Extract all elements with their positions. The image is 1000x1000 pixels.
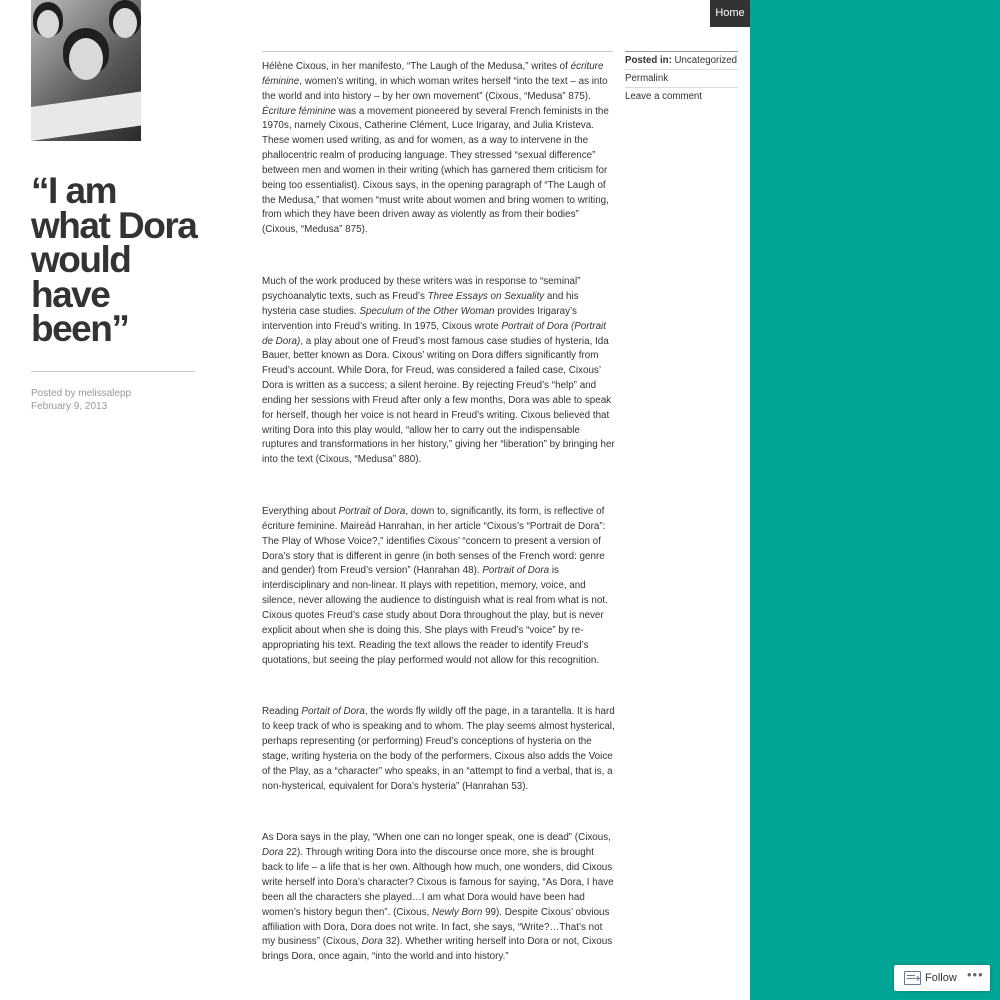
italic-text: Dora (361, 936, 383, 948)
comment-row (625, 87, 738, 105)
permalink-link[interactable]: Permalink (625, 73, 669, 84)
paragraph-4: Reading Portait of Dora, the words fly wildly off the page, in a tarantella. It is hard to keep track of who is speaking and to whom. The play seems almost hysterical, perhaps representing (or performing) Freud’s conceptions of hysteria on the stage, writing hysteria on the body of the performers. Cixous also adds the Voice of the Play, as a “character” who speaks, in an “attempt to find a verbal, that is, a non-hysterical, equivalent for Dora’s hysteria” (Hanrahan 53). (262, 706, 615, 792)
photo-face-right (113, 8, 137, 38)
content-divider (262, 51, 613, 52)
posted-in-label: Posted in: (625, 55, 672, 66)
italic-text: Écriture féminine (262, 105, 336, 117)
follow-button[interactable] (894, 965, 990, 991)
photo-face-center (69, 38, 103, 80)
paragraph-5: As Dora says in the play, “When one can no longer speak, one is dead” (Cixous, Dora 22). Through writing Dora into the discourse once more, she is brought back to life – a life that is her own. Although how much, one wonders, did Cixous write herself into Dora’s character? Cixous is famous for saying, “As Dora, I have been all the characters she played…I am what Dora would have been had women’s history begun then”. (Cixous, Newly Born 99). Despite Cixous’ obvious affiliation with Dora, Dora does not write. In fact, she says, “Write?…That’s not my business” (Cixous, Dora 32). Whether writing herself into Dora or not, Cixous brings Dora, once again, “into the world and into history.” (262, 832, 614, 963)
italic-text: Portrait of Dora (338, 506, 406, 518)
photo-face-left (37, 10, 59, 38)
post-meta (31, 388, 211, 413)
italic-text: Portrait of Dora (Portrait de Dora) (262, 320, 606, 347)
post-byline (31, 388, 211, 401)
italic-text: Portrait of Dora (482, 565, 550, 577)
italic-text: Newly Born (431, 906, 483, 918)
post-title: “I am what Dora would have been” (31, 170, 197, 349)
italic-text: Portait of Dora (301, 706, 365, 718)
category-link[interactable]: Uncategorized (674, 55, 737, 66)
follow-label: Follow (925, 972, 957, 984)
italic-text: Three Essays on Sexuality (427, 290, 545, 302)
italic-text: Speculum of the Other Woman (359, 305, 495, 317)
leave-comment-link[interactable]: Leave a comment (625, 91, 703, 102)
nav-home-link[interactable]: Home (710, 0, 750, 27)
paragraph-3: Everything about Portrait of Dora, down to, significantly, its form, is reflective of écriture feminine. Maireád Hanrahan, in her article “Cixous’s “Portrait de Dora”: The Play of Whose Voice?,” identifies Cixous’ “concern to present a version of Dora’s story that is different in genre (in both senses of the French word: genre and gender) from Freud’s version” (Hanrahan 48). Portrait of Dora is interdisciplinary and non-linear. It plays with repetition, memory, voice, and silence, never allowing the audience to distinguish what is real from what is not. Cixous quotes Freud’s case study about Dora throughout the play, but is never explicit about when she is doing this. She plays with Freud’s “voice” by re-appropriating his text. Reading the text allows the reader to identify Freud’s quotations, but seeing the play performed would not allow for this recognition. (262, 506, 608, 666)
paragraph-2: Much of the work produced by these writers was in response to “seminal” psychoanalytic texts, such as Freud’s Three Essays on Sexuality and his hysteria case studies. Speculum of the Other Woman provides Irigaray’s intervention into Freud’s writing. In 1975, Cixous wrote Portrait of Dora (Portrait de Dora), a play about one of Freud’s most famous case studies of hysteria, Ida Bauer, better known as Dora. Cixous’ writing on Dora differs significantly from Freud’s account. While Dora, for Freud, was considered a failed case, Cixous’ Dora is written as a success; a silent heroine. By rejecting Freud’s “help” and ending her sessions with Freud after only a few months, Dora was able to speak for herself, though her voice is not heard in Freud’s writing. Cixous believed that writing Dora into this play would, “allow her to carry out the indispensable ruptures and transformations in her history,” giving her “liberation” by bringing her into the text (Cixous, “Medusa” 880). (262, 276, 615, 466)
post-date-link[interactable]: February 9, 2013 (31, 400, 108, 412)
post-content (262, 60, 615, 965)
title-divider (31, 371, 195, 372)
post-sidebar (625, 51, 738, 105)
paragraph-1: Hélène Cixous, in her manifesto, “The Laugh of the Medusa,” writes of écriture féminine, women’s writing, in which woman writes herself “into the text – as into the world and into history – by her own movement” (Cixous, “Medusa” 875). Écriture féminine was a movement pioneered by several French feminists in the 1970s, namely Cixous, Catherine Clément, Luce Irigaray, and Julia Kristeva. These women used writing, as and for women, as a way to intervene in the phallocentric realm of producing language. They stressed “sexual difference” between men and women in their writing (which has garnered them criticism for being too essentialist). Cixous says, in the opening paragraph of “The Laugh of the Medusa,” that women “must write about women and bring women to writing, from which they have been driven away as violently as from their bodies” (Cixous, “Medusa” 875). (262, 61, 609, 236)
reader-follow-icon (904, 971, 921, 985)
posted-by-label: Posted by (31, 388, 76, 399)
more-ellipsis-icon[interactable]: ••• (967, 967, 984, 982)
posted-in-row (625, 51, 738, 69)
header-photo[interactable] (31, 0, 141, 141)
permalink-row (625, 69, 738, 87)
italic-text: Dora (262, 847, 284, 859)
author-link[interactable]: melissalepp (78, 388, 132, 399)
italic-text: écriture féminine (262, 61, 604, 87)
photo-newspaper (31, 92, 141, 141)
